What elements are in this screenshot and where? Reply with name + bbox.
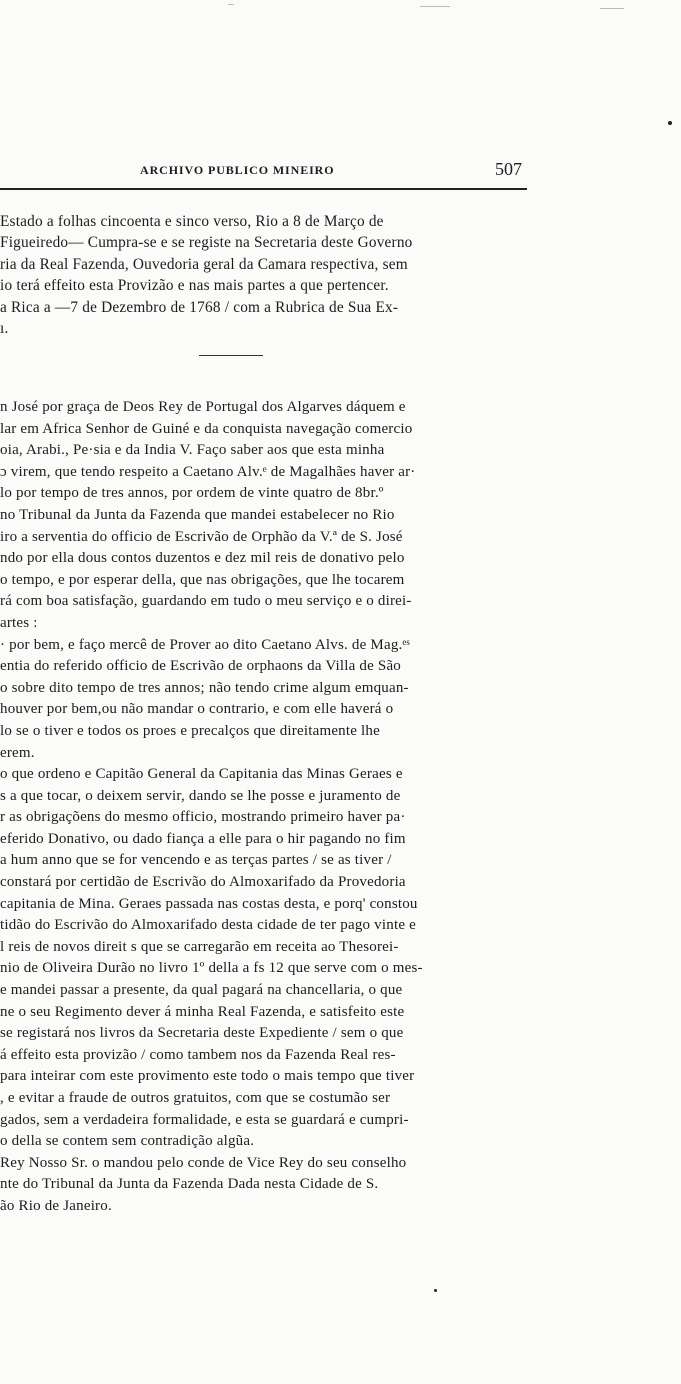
text-line: Estado a folhas cincoenta e sinco verso, Rio a 8 de Março de bbox=[0, 213, 384, 230]
text-line: · por bem, e faço mercê de Prover ao dito Caetano Alvs. de Mag.ᵉˢ bbox=[0, 636, 410, 653]
text-line: se registará nos livros da Secretaria deste Expediente / sem o que bbox=[0, 1025, 404, 1042]
text-line: houver por bem,ou não mandar o contrario, e com elle haverá o bbox=[0, 701, 394, 718]
text-line: o della se contem sem contradição algũa. bbox=[0, 1133, 255, 1150]
provision-document-text bbox=[0, 397, 540, 1218]
text-line: lar em Africa Senhor de Guiné e da conquista navegação comercio bbox=[0, 420, 413, 437]
text-line: para inteirar com este provimento este todo o mais tempo que tiver bbox=[0, 1068, 415, 1085]
text-line: o tempo, e por esperar della, que nas obrigações, que lhe tocarem bbox=[0, 571, 405, 588]
text-line: eferido Donativo, ou dado fiança a elle para o hir pagando no fim bbox=[0, 830, 406, 847]
text-line: capitania de Mina. Geraes passada nas costas desta, e porq' constou bbox=[0, 895, 418, 912]
text-line: nte do Tribunal da Junta da Fazenda Dada nesta Cidade de S. bbox=[0, 1176, 379, 1193]
scan-dot bbox=[668, 121, 672, 125]
text-line: rá com boa satisfação, guardando em tudo o meu serviço e o direi- bbox=[0, 593, 412, 610]
text-line: artes : bbox=[0, 614, 38, 631]
text-line: n José por graça de Deos Rey de Portugal dos Algarves dáquem e bbox=[0, 399, 406, 415]
text-line: l reis de novos direit s que se carregarão em receita ao Thesorei- bbox=[0, 938, 399, 955]
text-line: lo por tempo de tres annos, por ordem de vinte quatro de 8br.º bbox=[0, 485, 384, 502]
text-line: s a que tocar, o deixem servir, dando se lhe posse e juramento de bbox=[0, 787, 401, 804]
section-separator bbox=[199, 355, 263, 356]
scan-speck bbox=[228, 4, 234, 5]
text-line: a hum anno que se for vencendo e as terças partes / se as tiver / bbox=[0, 852, 392, 869]
text-line: ı. bbox=[0, 319, 9, 337]
text-line: Rey Nosso Sr. o mandou pelo conde de Vice Rey do seu conselho bbox=[0, 1154, 407, 1171]
text-line: tidão do Escrivão do Almoxarifado desta cidade de ter pago vinte e bbox=[0, 917, 416, 934]
scan-dot bbox=[434, 1289, 437, 1292]
text-line: ria da Real Fazenda, Ouvedoria geral da Camara respectiva, sem bbox=[0, 255, 408, 273]
text-line: e mandei passar a presente, da qual pagará na chancellaria, o que bbox=[0, 982, 403, 999]
text-line: entia do referido officio de Escrivão de orphaons da Villa de São bbox=[0, 658, 402, 675]
text-line: á effeito esta provizão / como tambem nos da Fazenda Real res- bbox=[0, 1046, 396, 1063]
text-line: , e evitar a fraude de outros gratuitos, com que se costumão ser bbox=[0, 1090, 391, 1106]
text-line: iro a serventia do officio de Escrivão de Orphão da V.ª de S. José bbox=[0, 528, 403, 545]
text-line: o sobre dito tempo de tres annos; não tendo crime algum emquan- bbox=[0, 679, 409, 696]
text-line: lo se o tiver e todos os proes e precalços que direitamente lhe bbox=[0, 722, 380, 739]
text-line: o que ordeno e Capitão General da Capitania das Minas Geraes e bbox=[0, 766, 403, 783]
running-header bbox=[140, 159, 540, 187]
scan-speck bbox=[420, 6, 450, 7]
text-line: ão Rio de Janeiro. bbox=[0, 1197, 112, 1214]
text-line: gados, sem a verdadeira formalidade, e esta se guardará e cumpri- bbox=[0, 1111, 409, 1128]
text-line: erem. bbox=[0, 744, 35, 761]
text-line: io terá effeito esta Provizão e nas mais partes a que pertencer. bbox=[0, 277, 389, 295]
archive-title: ARCHIVO PUBLICO MINEIRO bbox=[140, 163, 335, 177]
preceding-document-text bbox=[0, 211, 540, 339]
text-line: nio de Oliveira Durão no livro 1º della a fs 12 que serve com o mes- bbox=[0, 960, 423, 977]
header-rule bbox=[0, 188, 527, 190]
text-line: ndo por ella dous contos duzentos e dez mil reis de donativo pelo bbox=[0, 550, 405, 567]
text-line: ɔ virem, que tendo respeito a Caetano Alv.ᵉ de Magalhães haver ar· bbox=[0, 463, 416, 480]
text-line: constará por certidão de Escrivão do Almoxarifado da Provedoria bbox=[0, 874, 406, 891]
page-number: 507 bbox=[495, 159, 522, 179]
scan-speck bbox=[600, 8, 624, 9]
text-line: ne o seu Regimento dever á minha Real Fazenda, e satisfeito este bbox=[0, 1003, 405, 1020]
text-line: no Tribunal da Junta da Fazenda que mandei estabelecer no Rio bbox=[0, 506, 395, 523]
text-line: oia, Arabi., Pe·sia e da India V. Faço saber aos que esta minha bbox=[0, 442, 385, 459]
text-line: Figueiredo— Cumpra-se e se registe na Secretaria deste Governo bbox=[0, 234, 413, 252]
text-line: a Rica a —7 de Dezembro de 1768 / com a Rubrica de Sua Ex- bbox=[0, 298, 399, 316]
text-line: r as obrigaçõens do mesmo officio, mostrando primeiro haver pa· bbox=[0, 809, 406, 826]
